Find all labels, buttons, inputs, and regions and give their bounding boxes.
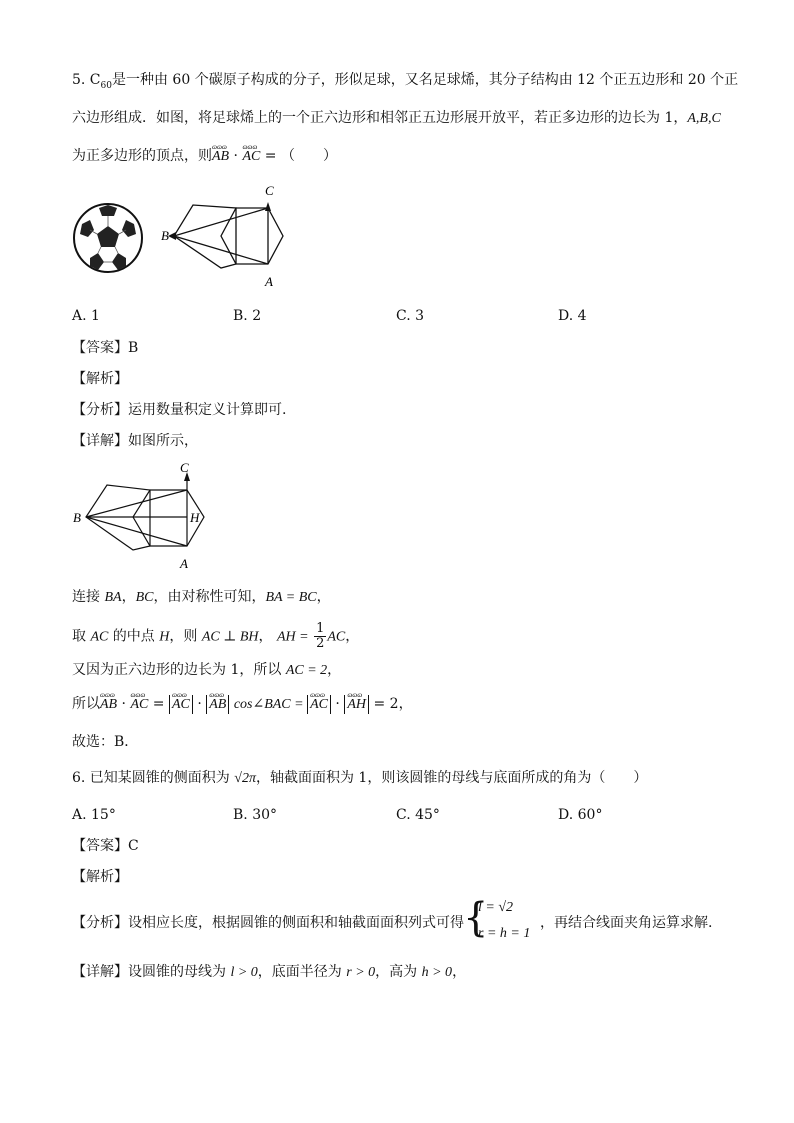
fig1-label-a: A [265,274,273,289]
soccer-ball-icon [74,204,142,272]
q6-analysis-tag: 【解析】 [72,869,128,885]
q6-xj-a: 设圆锥的母线为 [128,964,231,980]
q6-stem-a: 6. 已知某圆锥的侧面积为 [72,770,235,786]
arrow-ab-head [168,232,176,240]
fenxi-tag: 【分析】 [72,402,128,418]
q5-number-c: 5. C [72,72,101,88]
q6-option-c[interactable]: C. 45° [396,807,440,823]
q5-step3 [72,660,341,681]
q5-step2 [72,622,359,651]
q5-conclusion: 故选：B． [72,734,139,750]
fig2-label-a: A [180,556,188,571]
vector-ab: ɷɷɷ AB [212,147,229,167]
s2-ac: AC [90,629,109,645]
q5-solution-figure [70,460,240,575]
q6-xiangjie-tag: 【详解】 [72,964,128,980]
answer-value: B [128,340,139,356]
q5-stem-text3: 为正多边形的顶点，则 [72,148,212,164]
s4-end: ， [398,696,413,712]
q6-fenxi-a: 设相应长度，根据圆锥的侧面积和轴截面面积列式可得 [128,915,464,931]
q6-option-b[interactable]: B. 30° [233,807,278,823]
s2-text-a: 取 [72,628,91,645]
dot-op: · [229,148,243,164]
q6-sqrt2pi: √2π [234,771,256,786]
q5-option-b[interactable]: B. 2 [233,308,262,324]
arrow-ac-head [265,202,271,211]
q6-fenxi [72,913,464,933]
q5-option-d[interactable]: D. 4 [558,308,587,324]
q5-stem-text1: 是一种由 60 个碳原子构成的分子，形似足球，又名足球烯，其分子结构由 12 个正五边形和 20 个正 [111,72,739,88]
s4-eq2: = 2 [369,696,399,712]
s2-text-c: ，则 [169,628,202,645]
s1-ba: BA [104,590,122,605]
hexagon [221,208,283,264]
q5-option-c[interactable]: C. 3 [396,308,425,324]
s3-text-a: 又因为正六边形的边长为 1，所以 [72,662,286,678]
fig2-label-h: H [190,510,200,525]
q5-fenxi [72,400,286,420]
s2-text-d: ， [258,628,277,645]
q6-xj-l: l > 0 [230,965,258,980]
s1-text-a: 连接 [72,589,105,605]
fig2-label-b: B [73,510,81,525]
q5-step1 [72,587,331,608]
q5-analysis-tag: 【解析】 [72,371,128,387]
s4-vec-ac: ɷɷɷ AC [130,695,148,715]
system-eq1: l = √2 [478,900,514,915]
s4-eq1: = [148,696,169,712]
system-eq2: r = h = 1 [478,926,531,941]
s4-abs-ab: ɷɷɷ AB [209,696,226,714]
s1-text-c: ，由对称性可知， [153,589,266,605]
q6-answer-tag: 【答案】 [72,838,128,854]
q5-stem-text2: 六边形组成．如图，将足球烯上的一个正六边形和相邻正五边形展开放平，若正多边形的边长为 1， [72,110,688,126]
answer-tag: 【答案】 [72,340,128,356]
q5-figure [70,180,320,290]
s1-text-b: ， [121,589,136,605]
q5-stem-line2 [72,108,721,129]
s2-perp: AC ⊥ BH [201,629,259,645]
s4-vec-ab: ɷɷɷ AB [100,695,117,715]
q6-xj-b: ，底面半径为 [257,964,347,980]
s1-text-d: ， [316,589,331,605]
pentagon [174,205,236,268]
q6-xj-d: ， [452,964,467,980]
q6-answer [72,836,139,856]
q6-stem-b: ，轴截面面积为 1，则该圆锥的母线与底面所成的角为（ ） [255,770,648,786]
s4-cos: cos∠BAC = [233,697,308,712]
system-brace: { [463,895,489,941]
unfolded-polygons [174,205,283,268]
q6-xj-r: r > 0 [346,965,376,980]
fenxi-text: 运用数量积定义计算即可. [128,402,287,418]
s1-ba-eq-bc: BA = BC [265,590,317,605]
q5-xiangjie [72,431,198,451]
s2-h: H [159,629,170,645]
fraction-half [314,622,326,651]
s2-text-b: 的中点 [108,628,160,645]
q5-step4: 所以ɷɷɷ AB · ɷɷɷ AC = ɷɷɷ AC · ɷɷɷ AB cos∠BAC = ɷɷɷ AC · ɷɷɷ AH = 2， [72,694,413,715]
q5-stem-line3 [72,146,337,167]
q6-fenxi-b: ，再结合线面夹角运算求解. [540,915,713,931]
s3-ac-eq: AC = 2 [285,663,328,678]
fig1-label-b: B [161,228,169,243]
q5-answer [72,338,138,358]
frac-num: 1 [316,621,325,636]
s4-abs-ah: ɷɷɷ AH [347,696,366,714]
s4-abs-ac: ɷɷɷ AC [172,696,190,714]
q5-blank: = （ ） [260,148,337,164]
s2-text-e: ， [345,628,360,645]
frac-den: 2 [316,636,325,651]
fig1-label-c: C [265,183,274,198]
q5-vertex-vars: A,B,C [687,111,721,126]
q5-c-subscript: 60 [100,80,112,91]
s4-text-a: 所以 [72,696,100,712]
q6-stem [72,768,647,789]
q5-option-a[interactable]: A. 1 [72,308,100,324]
xiangjie-text: 如图所示， [128,433,198,449]
q6-fenxi-tag: 【分析】 [72,915,128,931]
s4-abs-ac2: ɷɷɷ AC [310,696,328,714]
q5-stem-line1 [72,70,738,96]
vector-ac: ɷɷɷ AC [242,147,260,167]
q6-xiangjie [72,962,466,983]
s2-ah-eq: AH = [277,629,309,645]
q6-xj-h: h > 0 [421,965,453,980]
q6-answer-value: C [128,838,139,854]
s1-bc: BC [135,590,154,605]
fig2-label-c: C [180,460,189,475]
q6-option-d[interactable]: D. 60° [558,807,603,823]
q6-option-a[interactable]: A. 15° [72,807,116,823]
s2-ac2: AC [327,629,346,645]
s3-text-b: ， [327,662,342,678]
q6-xj-c: ，高为 [375,964,422,980]
xiangjie-tag: 【详解】 [72,433,128,449]
